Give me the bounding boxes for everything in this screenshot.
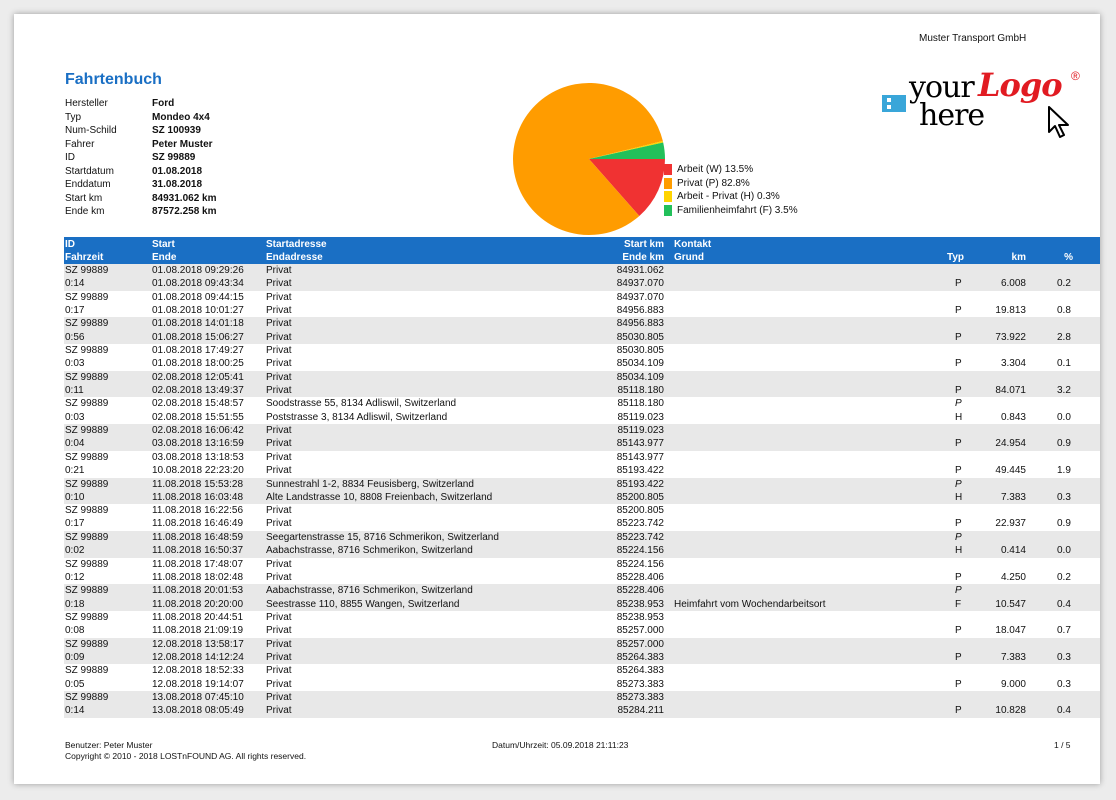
cell-start: 11.08.2018 15:53:28 bbox=[152, 478, 244, 490]
legend-item bbox=[664, 163, 798, 177]
cell-ende: 13.08.2018 08:05:49 bbox=[152, 705, 244, 717]
cell-start: 11.08.2018 16:48:59 bbox=[152, 531, 244, 543]
cell-km: 84.071 bbox=[995, 385, 1026, 397]
cell-percent: 0.2 bbox=[1057, 278, 1071, 290]
header-startkm: Start km bbox=[623, 239, 664, 250]
cell-startadresse: Privat bbox=[266, 638, 292, 650]
cell-startadresse: Privat bbox=[266, 692, 292, 703]
cell-typ: P bbox=[955, 705, 962, 717]
table-row bbox=[64, 638, 1100, 665]
cell-ende: 01.08.2018 15:06:27 bbox=[152, 331, 244, 343]
company-name: Muster Transport GmbH bbox=[919, 33, 1027, 44]
cell-endadresse: Privat bbox=[266, 304, 292, 316]
legend-item bbox=[664, 177, 798, 191]
cell-start: 11.08.2018 20:44:51 bbox=[152, 611, 244, 623]
cell-endadresse: Privat bbox=[266, 385, 292, 397]
cell-endadresse: Privat bbox=[266, 331, 292, 343]
cell-typ: P bbox=[955, 331, 962, 343]
cell-km: 0.414 bbox=[1000, 545, 1026, 557]
cell-fahrzeit: 0:08 bbox=[65, 625, 85, 637]
legend-item bbox=[664, 190, 798, 204]
detail-row bbox=[65, 97, 217, 111]
cell-endekm: 85223.742 bbox=[616, 518, 664, 530]
cell-ende: 11.08.2018 16:46:49 bbox=[152, 518, 244, 530]
detail-row bbox=[65, 111, 217, 125]
cell-start: 11.08.2018 20:01:53 bbox=[152, 585, 244, 597]
cell-ende: 10.08.2018 22:23:20 bbox=[152, 465, 244, 477]
cell-percent: 0.9 bbox=[1057, 438, 1071, 450]
cell-endekm: 85030.805 bbox=[616, 331, 664, 343]
cell-fahrzeit: 0:21 bbox=[65, 465, 85, 477]
logo-text-your: your bbox=[909, 70, 974, 105]
cell-percent: 0.2 bbox=[1057, 571, 1071, 583]
cell-endekm: 85224.156 bbox=[616, 545, 664, 557]
cell-startadresse: Aabachstrasse, 8716 Schmerikon, Switzerland bbox=[266, 585, 473, 597]
table-row bbox=[64, 264, 1100, 291]
cell-typ: P bbox=[955, 438, 962, 450]
detail-value: 84931.062 km bbox=[152, 192, 217, 204]
cell-id: SZ 99889 bbox=[65, 531, 109, 543]
header-endadresse: Endadresse bbox=[266, 252, 323, 263]
report-page bbox=[14, 14, 1100, 784]
cell-percent: 0.3 bbox=[1057, 678, 1071, 690]
cell-endadresse: Privat bbox=[266, 438, 292, 450]
table-row bbox=[64, 558, 1100, 585]
cell-id: SZ 99889 bbox=[65, 692, 109, 703]
cell-endadresse: Alte Landstrasse 10, 8808 Freienbach, Switzerland bbox=[266, 491, 493, 503]
cell-id: SZ 99889 bbox=[65, 345, 109, 357]
cell-startkm: 85228.406 bbox=[616, 585, 664, 597]
cell-startadresse: Privat bbox=[266, 371, 292, 383]
legend-swatch bbox=[664, 164, 672, 175]
cell-typ: P bbox=[955, 465, 962, 477]
table-row bbox=[64, 664, 1100, 691]
cell-km: 0.843 bbox=[1000, 411, 1026, 423]
table-row bbox=[64, 478, 1100, 505]
legend-label: Arbeit (W) 13.5% bbox=[677, 164, 754, 175]
cell-endadresse: Privat bbox=[266, 705, 292, 717]
table-row bbox=[64, 317, 1100, 344]
cell-start: 01.08.2018 17:49:27 bbox=[152, 345, 244, 357]
cell-id: SZ 99889 bbox=[65, 638, 109, 650]
header-id: ID bbox=[65, 239, 75, 250]
cell-fahrzeit: 0:02 bbox=[65, 545, 85, 557]
cell-typ-start: P bbox=[955, 531, 962, 543]
legend-item bbox=[664, 204, 798, 218]
header-fahrzeit: Fahrzeit bbox=[65, 252, 104, 263]
detail-label: Ende km bbox=[65, 206, 105, 217]
cell-start: 13.08.2018 07:45:10 bbox=[152, 692, 244, 703]
cell-percent: 0.7 bbox=[1057, 625, 1071, 637]
cell-typ: P bbox=[955, 678, 962, 690]
cell-endadresse: Aabachstrasse, 8716 Schmerikon, Switzerland bbox=[266, 545, 473, 557]
detail-label: Typ bbox=[65, 111, 82, 123]
cell-startadresse: Privat bbox=[266, 265, 292, 276]
cell-km: 6.008 bbox=[1000, 278, 1026, 290]
footer-page-number: 1 / 5 bbox=[1054, 740, 1071, 750]
vehicle-details bbox=[65, 97, 217, 219]
header-endekm: Ende km bbox=[622, 252, 664, 263]
legend-swatch bbox=[664, 205, 672, 216]
table-header bbox=[64, 237, 1100, 264]
detail-row bbox=[65, 192, 217, 206]
detail-label: Hersteller bbox=[65, 98, 108, 109]
cell-startkm: 85257.000 bbox=[616, 638, 664, 650]
cell-typ: F bbox=[955, 598, 962, 610]
detail-row bbox=[65, 205, 217, 219]
header-grund: Grund bbox=[674, 252, 704, 263]
cell-ende: 02.08.2018 13:49:37 bbox=[152, 385, 244, 397]
cell-km: 10.828 bbox=[995, 705, 1026, 717]
detail-value: 31.08.2018 bbox=[152, 179, 203, 190]
cell-start: 01.08.2018 14:01:18 bbox=[152, 318, 244, 330]
cell-typ: H bbox=[955, 491, 963, 503]
cell-endekm: 85264.383 bbox=[616, 651, 664, 663]
cell-startkm: 84931.062 bbox=[616, 265, 664, 276]
detail-value: Ford bbox=[152, 98, 175, 109]
cell-fahrzeit: 0:10 bbox=[65, 491, 85, 503]
cell-endekm: 85284.211 bbox=[617, 705, 664, 717]
logo-registered-mark: ® bbox=[1071, 69, 1080, 83]
cell-endekm: 85118.180 bbox=[617, 385, 664, 397]
detail-label: Fahrer bbox=[65, 138, 95, 150]
detail-row bbox=[65, 124, 217, 138]
cell-start: 12.08.2018 18:52:33 bbox=[152, 665, 244, 677]
cell-id: SZ 99889 bbox=[65, 611, 109, 623]
cell-id: SZ 99889 bbox=[65, 451, 109, 463]
detail-value: SZ 99889 bbox=[152, 152, 196, 163]
cell-startkm: 85223.742 bbox=[616, 531, 664, 543]
cell-typ: P bbox=[955, 358, 962, 370]
cell-fahrzeit: 0:04 bbox=[65, 438, 85, 450]
cursor-arrow-icon bbox=[1047, 106, 1073, 138]
cell-fahrzeit: 0:11 bbox=[65, 385, 84, 397]
table-row bbox=[64, 344, 1100, 371]
cell-endekm: 85273.383 bbox=[616, 678, 664, 690]
footer-datetime: Datum/Uhrzeit: 05.09.2018 21:11:23 bbox=[492, 740, 629, 750]
cell-endadresse: Privat bbox=[266, 358, 292, 370]
footer-left bbox=[65, 740, 306, 762]
cell-ende: 01.08.2018 10:01:27 bbox=[152, 304, 244, 316]
cell-endadresse: Privat bbox=[266, 518, 292, 530]
cell-startkm: 85030.805 bbox=[616, 345, 664, 357]
logo-text-logo: Logo bbox=[978, 66, 1062, 104]
cell-percent: 0.4 bbox=[1057, 705, 1071, 717]
cell-percent: 0.4 bbox=[1057, 598, 1071, 610]
logo-blue-square-icon bbox=[882, 95, 906, 112]
cell-startkm: 85273.383 bbox=[616, 692, 664, 703]
cell-percent: 0.0 bbox=[1057, 545, 1071, 557]
detail-label: Enddatum bbox=[65, 179, 111, 190]
cell-start: 01.08.2018 09:29:26 bbox=[152, 265, 244, 276]
cell-km: 22.937 bbox=[995, 518, 1026, 530]
legend-label: Arbeit - Privat (H) 0.3% bbox=[677, 191, 780, 203]
cell-endadresse: Privat bbox=[266, 571, 292, 583]
cell-start: 02.08.2018 12:05:41 bbox=[152, 371, 244, 383]
detail-value: SZ 100939 bbox=[152, 125, 201, 136]
cell-id: SZ 99889 bbox=[65, 585, 109, 597]
header-start: Start bbox=[152, 239, 175, 250]
cell-endekm: 85228.406 bbox=[616, 571, 664, 583]
cell-fahrzeit: 0:14 bbox=[65, 278, 85, 290]
cell-endadresse: Privat bbox=[266, 465, 292, 477]
detail-row bbox=[65, 138, 217, 152]
detail-label: ID bbox=[65, 152, 75, 163]
detail-value: Peter Muster bbox=[152, 138, 213, 150]
cell-id: SZ 99889 bbox=[65, 318, 109, 330]
table-row bbox=[64, 451, 1100, 478]
cell-endekm: 85034.109 bbox=[616, 358, 664, 370]
cell-startadresse: Sunnestrahl 1-2, 8834 Feusisberg, Switzerland bbox=[266, 478, 474, 490]
cell-fahrzeit: 0:17 bbox=[65, 518, 85, 530]
cell-endekm: 84937.070 bbox=[616, 278, 664, 290]
cell-fahrzeit: 0:56 bbox=[65, 331, 85, 343]
cell-percent: 1.9 bbox=[1057, 465, 1071, 477]
cell-percent: 0.3 bbox=[1057, 651, 1071, 663]
cell-endekm: 85200.805 bbox=[616, 491, 664, 503]
cell-typ: P bbox=[955, 571, 962, 583]
cell-id: SZ 99889 bbox=[65, 425, 109, 437]
cell-startadresse: Privat bbox=[266, 291, 292, 303]
cell-typ: P bbox=[955, 651, 962, 663]
cell-start: 12.08.2018 13:58:17 bbox=[152, 638, 244, 650]
cell-endekm: 85257.000 bbox=[616, 625, 664, 637]
table-row bbox=[64, 691, 1100, 718]
cell-typ-start: P bbox=[955, 585, 962, 597]
detail-row bbox=[65, 178, 217, 192]
cell-endekm: 85238.953 bbox=[616, 598, 664, 610]
cell-endekm: 84956.883 bbox=[616, 304, 664, 316]
cell-endekm: 85193.422 bbox=[616, 465, 664, 477]
cell-endadresse: Privat bbox=[266, 278, 292, 290]
cell-startadresse: Privat bbox=[266, 451, 292, 463]
table-row bbox=[64, 397, 1100, 424]
cell-startadresse: Privat bbox=[266, 318, 292, 330]
cell-ende: 03.08.2018 13:16:59 bbox=[152, 438, 244, 450]
cell-typ: P bbox=[955, 518, 962, 530]
cell-endadresse: Privat bbox=[266, 651, 292, 663]
cell-startadresse: Privat bbox=[266, 505, 292, 517]
cell-id: SZ 99889 bbox=[65, 478, 109, 490]
cell-percent: 0.3 bbox=[1057, 491, 1071, 503]
cell-id: SZ 99889 bbox=[65, 665, 109, 677]
cell-typ: P bbox=[955, 304, 962, 316]
cell-startkm: 85224.156 bbox=[616, 558, 664, 570]
cell-ende: 12.08.2018 19:14:07 bbox=[152, 678, 244, 690]
cell-start: 01.08.2018 09:44:15 bbox=[152, 291, 244, 303]
cell-startkm: 85119.023 bbox=[617, 425, 664, 437]
pie-chart bbox=[494, 70, 684, 250]
legend-label: Privat (P) 82.8% bbox=[677, 177, 750, 189]
cell-start: 02.08.2018 16:06:42 bbox=[152, 425, 244, 437]
header-ende: Ende bbox=[152, 252, 177, 263]
cell-ende: 11.08.2018 16:03:48 bbox=[152, 491, 244, 503]
cell-percent: 2.8 bbox=[1057, 331, 1071, 343]
cell-endadresse: Privat bbox=[266, 678, 292, 690]
cell-typ: P bbox=[955, 625, 962, 637]
cell-ende: 01.08.2018 09:43:34 bbox=[152, 278, 244, 290]
cell-id: SZ 99889 bbox=[65, 265, 109, 276]
cell-fahrzeit: 0:05 bbox=[65, 678, 85, 690]
cell-id: SZ 99889 bbox=[65, 291, 109, 303]
cell-grund: Heimfahrt vom Wochendarbeitsort bbox=[674, 598, 826, 610]
cell-fahrzeit: 0:09 bbox=[65, 651, 85, 663]
cell-startkm: 85118.180 bbox=[617, 398, 664, 410]
cell-startadresse: Privat bbox=[266, 345, 292, 357]
header-percent: % bbox=[1064, 252, 1073, 263]
footer-copyright: Copyright © 2010 - 2018 LOSTnFOUND AG. All rights reserved. bbox=[65, 751, 307, 761]
cell-startadresse: Privat bbox=[266, 558, 292, 570]
cell-fahrzeit: 0:14 bbox=[65, 705, 85, 717]
cell-ende: 01.08.2018 18:00:25 bbox=[152, 358, 244, 370]
cell-fahrzeit: 0:18 bbox=[65, 598, 85, 610]
cell-endadresse: Privat bbox=[266, 625, 292, 637]
table-row bbox=[64, 584, 1100, 611]
cell-km: 19.813 bbox=[995, 304, 1026, 316]
pie-legend bbox=[664, 163, 798, 217]
cell-startkm: 85193.422 bbox=[616, 478, 664, 490]
cell-startkm: 85264.383 bbox=[616, 665, 664, 677]
legend-swatch bbox=[664, 178, 672, 189]
cell-km: 9.000 bbox=[1000, 678, 1026, 690]
cell-startadresse: Seegartenstrasse 15, 8716 Schmerikon, Switzerland bbox=[266, 531, 499, 543]
cell-km: 24.954 bbox=[995, 438, 1026, 450]
detail-value: Mondeo 4x4 bbox=[152, 111, 210, 123]
cell-ende: 11.08.2018 20:20:00 bbox=[152, 598, 244, 610]
cell-endadresse: Seestrasse 110, 8855 Wangen, Switzerland bbox=[266, 598, 460, 610]
cell-typ-start: P bbox=[955, 398, 962, 410]
cell-typ: H bbox=[955, 411, 963, 423]
detail-row bbox=[65, 151, 217, 165]
cell-startkm: 85200.805 bbox=[616, 505, 664, 517]
cell-id: SZ 99889 bbox=[65, 505, 109, 517]
cell-startadresse: Privat bbox=[266, 665, 292, 677]
cell-endadresse: Poststrasse 3, 8134 Adliswil, Switzerland bbox=[266, 411, 448, 423]
cell-id: SZ 99889 bbox=[65, 558, 109, 570]
cell-km: 7.383 bbox=[1000, 491, 1026, 503]
company-logo bbox=[879, 66, 1079, 136]
cell-ende: 02.08.2018 15:51:55 bbox=[152, 411, 244, 423]
cell-ende: 11.08.2018 18:02:48 bbox=[152, 571, 244, 583]
cell-ende: 12.08.2018 14:12:24 bbox=[152, 651, 244, 663]
cell-typ: H bbox=[955, 545, 963, 557]
detail-label: Startdatum bbox=[65, 165, 114, 177]
cell-km: 10.547 bbox=[995, 598, 1026, 610]
cell-typ: P bbox=[955, 278, 962, 290]
cell-startkm: 84956.883 bbox=[616, 318, 664, 330]
cell-ende: 11.08.2018 21:09:19 bbox=[152, 625, 244, 637]
cell-startadresse: Privat bbox=[266, 425, 292, 437]
table-row bbox=[64, 424, 1100, 451]
cell-start: 11.08.2018 17:48:07 bbox=[152, 558, 244, 570]
cell-fahrzeit: 0:17 bbox=[65, 304, 85, 316]
report-title: Fahrtenbuch bbox=[65, 71, 162, 88]
detail-value: 01.08.2018 bbox=[152, 165, 203, 177]
cell-id: SZ 99889 bbox=[65, 398, 109, 410]
cell-startadresse: Privat bbox=[266, 611, 292, 623]
table-row bbox=[64, 611, 1100, 638]
cell-ende: 11.08.2018 16:50:37 bbox=[152, 545, 244, 557]
detail-row bbox=[65, 165, 217, 179]
table-row bbox=[64, 291, 1100, 318]
cell-km: 4.250 bbox=[1000, 571, 1026, 583]
cell-start: 11.08.2018 16:22:56 bbox=[152, 505, 244, 517]
cell-startkm: 85238.953 bbox=[616, 611, 664, 623]
cell-start: 02.08.2018 15:48:57 bbox=[152, 398, 244, 410]
cell-km: 18.047 bbox=[995, 625, 1026, 637]
legend-swatch bbox=[664, 191, 672, 202]
legend-label: Familienheimfahrt (F) 3.5% bbox=[677, 204, 798, 216]
table-row bbox=[64, 504, 1100, 531]
cell-km: 49.445 bbox=[995, 465, 1026, 477]
cell-typ: P bbox=[955, 385, 962, 397]
cell-start: 03.08.2018 13:18:53 bbox=[152, 451, 244, 463]
header-typ: Typ bbox=[947, 252, 965, 263]
cell-percent: 0.1 bbox=[1057, 358, 1071, 370]
table-row bbox=[64, 531, 1100, 558]
trips-table bbox=[64, 264, 1100, 718]
cell-percent: 0.0 bbox=[1057, 411, 1071, 423]
cell-typ-start: P bbox=[955, 478, 962, 490]
cell-km: 73.922 bbox=[995, 331, 1026, 343]
footer-user: Benutzer: Peter Muster bbox=[65, 740, 153, 750]
cell-percent: 3.2 bbox=[1057, 385, 1071, 397]
cell-fahrzeit: 0:03 bbox=[65, 358, 85, 370]
cell-km: 3.304 bbox=[1000, 358, 1026, 370]
cell-km: 7.383 bbox=[1000, 651, 1026, 663]
cell-fahrzeit: 0:12 bbox=[65, 571, 85, 583]
cell-percent: 0.8 bbox=[1057, 304, 1071, 316]
detail-label: Start km bbox=[65, 192, 103, 204]
cell-percent: 0.9 bbox=[1057, 518, 1071, 530]
cell-id: SZ 99889 bbox=[65, 371, 109, 383]
cell-startkm: 84937.070 bbox=[616, 291, 664, 303]
table-row bbox=[64, 371, 1100, 398]
cell-endekm: 85143.977 bbox=[616, 438, 664, 450]
cell-fahrzeit: 0:03 bbox=[65, 411, 85, 423]
detail-value: 87572.258 km bbox=[152, 206, 217, 217]
cell-startkm: 85034.109 bbox=[616, 371, 664, 383]
header-startadresse: Startadresse bbox=[266, 239, 327, 250]
detail-label: Num-Schild bbox=[65, 125, 117, 136]
cell-startkm: 85143.977 bbox=[616, 451, 664, 463]
header-km: km bbox=[1011, 252, 1026, 263]
logo-text-here: here bbox=[919, 98, 985, 133]
cell-startadresse: Soodstrasse 55, 8134 Adliswil, Switzerland bbox=[266, 398, 457, 410]
cell-endekm: 85119.023 bbox=[617, 411, 664, 423]
header-kontakt: Kontakt bbox=[674, 239, 712, 250]
